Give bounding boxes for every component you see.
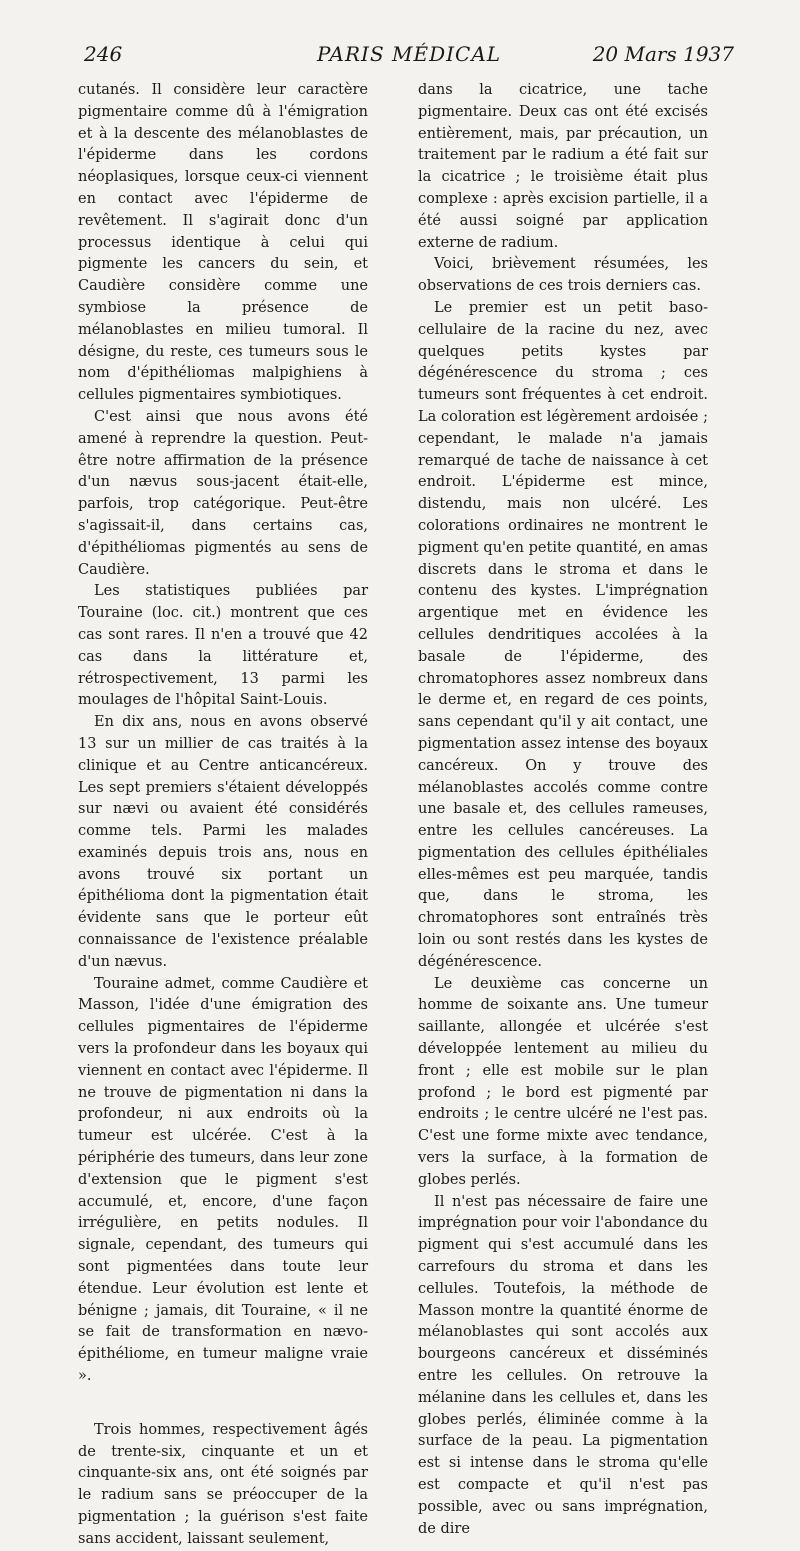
paragraph: C'est ainsi que nous avons été amené à reprendre la question. Peut-être notre affirmation de la présence d'un nævus sous-jacent était-elle, parfois, trop catégorique. Peut-être s'agissait-il, dans certains cas, d'épithéliomas pigmentés au sens de Caudière. bbox=[78, 408, 368, 578]
paragraph: Il n'est pas nécessaire de faire une imprégnation pour voir l'abondance du pigment qui s'est accumulé dans les carrefours du stroma et dans les cellules. Toutefois, la méthode de Masson montre la quantité énorme de mélanoblastes qui sont accolés aux bourgeons cancéreux et disséminés entre les cellules. On retrouve la mélanine dans les cellules et, dans les globes perlés, éliminée comme à la surface de la peau. La pigmentation est si intense dans le stroma qu'elle est compacte et qu'il n'est pas possible, avec ou sans imprégnation, de dire bbox=[418, 1193, 708, 1537]
paragraph: Trois hommes, respectivement âgés de trente-six, cinquante et un et cinquante-six ans, ont été soignés par le radium sans se préoccuper de la pigmentation ; la guérison s'est faite sans accident, laissant seulement, bbox=[78, 1421, 368, 1547]
journal-title: PARIS MÉDICAL bbox=[316, 42, 502, 66]
issue-date: 20 Mars 1937 bbox=[592, 42, 734, 66]
paragraph: En dix ans, nous en avons observé 13 sur un millier de cas traités à la clinique et au Centre anticancéreux. Les sept premiers s'étaient développés sur nævi ou avaient été considérés comme tels. Parmi les malades examinés depuis trois ans, nous en avons trouvé six portant un épithélioma dont la pigmentation était évidente sans que le porteur eût connaissance de l'existence préalable d'un nævus. bbox=[78, 714, 368, 970]
paragraph: Le premier est un petit baso-cellulaire de la racine du nez, avec quelques petits kystes par dégénérescence du stroma ; ces tumeurs sont fréquentes à cet endroit. La coloration est légèrement ardoisée ; cependant, le malade n'a jamais remarqué de tache de naissance à cet endroit. L'épiderme est mince, distendu, mais non ulcéré. Les colorations ordinaires ne montrent le pigment qu'en petite quantité, en amas discrets dans le stroma et dans le contenu des kystes. L'imprégnation argentique met en évidence les cellules dendritiques accolées à la basale de l'épiderme, des chromatophores assez nombreux dans le derme et, en regard de ces points, sans cependant qu'il y ait contact, une pigmentation assez intense des boyaux cancéreux. On y trouve des mélanoblastes accolés comme contre une basale et, des cellules rameuses, entre les cellules cancéreuses. La pigmentation des cellules épithéliales elles-mêmes est peu marquée, tandis que, dans le stroma, les chromatophores sont entraînés très loin ou sont restés dans les kystes de dégénérescence. bbox=[418, 299, 708, 970]
paragraph: dans la cicatrice, une tache pigmentaire. Deux cas ont été excisés entièrement, mais, par précaution, un traitement par le radium a été fait sur la cicatrice ; le troisième était plus complexe : après excision partielle, il a été aussi soigné par application externe de radium. bbox=[418, 82, 708, 251]
page-number: 246 bbox=[84, 42, 123, 66]
paragraph: cutanés. Il considère leur caractère pigmentaire comme dû à l'émigration et à la descente des mélanoblastes de l'épiderme dans les cordons néoplasiques, lorsque ceux-ci viennent en contact avec l'épiderme de revêtement. Il s'agirait donc d'un processus identique à celui qui pigmente les cancers du sein, et Caudière considère comme une symbiose la présence de mélanoblastes en milieu tumoral. Il désigne, du reste, ces tumeurs sous le nom d'épithéliomas malpighiens à cellules pigmentaires symbiotiques. bbox=[78, 82, 368, 404]
left-column bbox=[78, 80, 368, 1551]
right-column bbox=[418, 80, 708, 1540]
paragraph: Le deuxième cas concerne un homme de soixante ans. Une tumeur saillante, allongée et ulcérée s'est développée lentement au milieu du front ; elle est mobile sur le plan profond ; le bord est pigmenté par endroits ; le centre ulcéré ne l'est pas. C'est une forme mixte avec tendance, vers la surface, à la formation de globes perlés. bbox=[418, 975, 708, 1188]
running-header bbox=[84, 42, 734, 82]
paragraph: Touraine admet, comme Caudière et Masson, l'idée d'une émigration des cellules pigmentaires de l'épiderme vers la profondeur dans les boyaux qui viennent en contact avec l'épiderme. Il ne trouve de pigmentation ni dans la profondeur, ni aux endroits où la tumeur est ulcérée. C'est à la périphérie des tumeurs, dans leur zone d'extension que le pigment s'est accumulé, et, encore, d'une façon irrégulière, en petits nodules. Il signale, cependant, des tumeurs qui sont pigmentées dans toute leur étendue. Leur évolution est lente et bénigne ; jamais, dit Touraine, « il ne se fait de transformation en nævo-épithéliome, en tumeur maligne vraie ». bbox=[78, 975, 368, 1385]
paragraph: Voici, brièvement résumées, les observations de ces trois derniers cas. bbox=[418, 256, 708, 295]
paragraph: Les statistiques publiées par Touraine (loc. cit.) montrent que ces cas sont rares. Il n'en a trouvé que 42 cas dans la littérature et, rétrospectivement, 13 parmi les moulages de l'hôpital Saint-Louis. bbox=[78, 583, 368, 709]
